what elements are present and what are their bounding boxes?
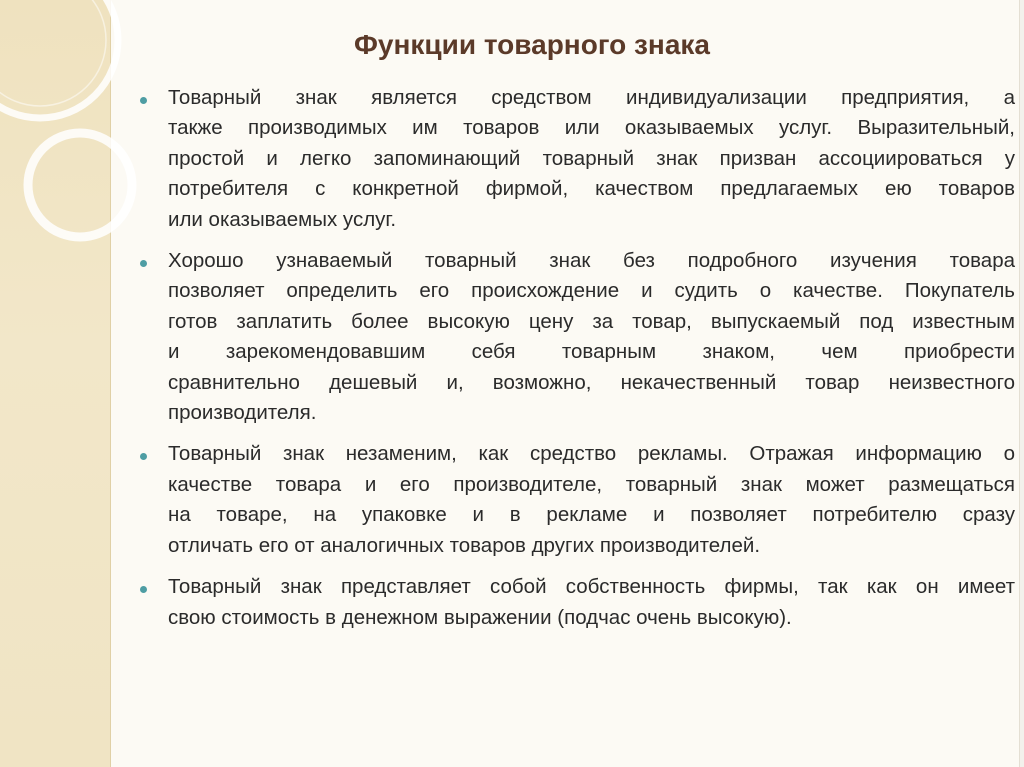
bullet-item <box>137 439 1015 561</box>
bullet-text-line: качестве товара и его производителе, товарный знак может размещаться <box>168 472 1015 496</box>
bullet-text-line: или оказываемых услуг. <box>168 207 397 231</box>
bullet-text-line: отличать его от аналогичных товаров других производителей. <box>168 533 761 557</box>
bullet-item <box>137 83 1015 235</box>
bullet-dot-icon <box>140 586 147 593</box>
bullet-text-line: Товарный знак является средством индивидуализации предприятия, а <box>168 86 1015 109</box>
slide-right-margin <box>1020 0 1024 767</box>
bullet-dot-icon <box>140 97 147 104</box>
bullet-dot-icon <box>140 453 147 460</box>
bullet-text-line: свою стоимость в денежном выражении (подчас очень высокую). <box>168 605 792 629</box>
bullet-text-line: сравнительно дешевый и, возможно, некачественный товар неизвестного <box>168 370 1015 394</box>
bullet-text-line: простой и легко запоминающий товарный знак призван ассоциироваться у <box>168 146 1015 170</box>
slide-title: Функции товарного знака <box>354 29 710 60</box>
bullet-text-line: Товарный знак незаменим, как средство рекламы. Отражая информацию о <box>168 442 1015 466</box>
bullet-text-line: Товарный знак представляет собой собственность фирмы, так как он имеет <box>168 575 1015 599</box>
decorative-ring-icon <box>0 0 140 260</box>
bullet-dot-icon <box>140 260 147 267</box>
bullet-text-line: на товаре, на упаковке и в рекламе и позволяет потребителю сразу <box>168 503 1015 527</box>
bullet-item <box>137 572 1015 633</box>
bullet-text-line: производителя. <box>168 401 317 425</box>
bullet-text-line: готов заплатить более высокую цену за товар, выпускаемый под известным <box>168 309 1015 333</box>
bullet-text-line: также производимых им товаров или оказываемых услуг. Выразительный, <box>168 116 1015 140</box>
bullet-text-line: позволяет определить его происхождение и судить о качестве. Покупатель <box>168 279 1015 303</box>
decorative-rings <box>0 0 140 260</box>
bullet-text-line: потребителя с конкретной фирмой, качеством предлагаемых ею товаров <box>168 177 1015 201</box>
bullet-text-line: Хорошо узнаваемый товарный знак без подробного изучения товара <box>168 249 1015 273</box>
bullet-list <box>137 83 1015 644</box>
bullet-text-line: и зарекомендовавшим себя товарным знаком, чем приобрести <box>168 340 1015 364</box>
bullet-item <box>137 246 1015 428</box>
